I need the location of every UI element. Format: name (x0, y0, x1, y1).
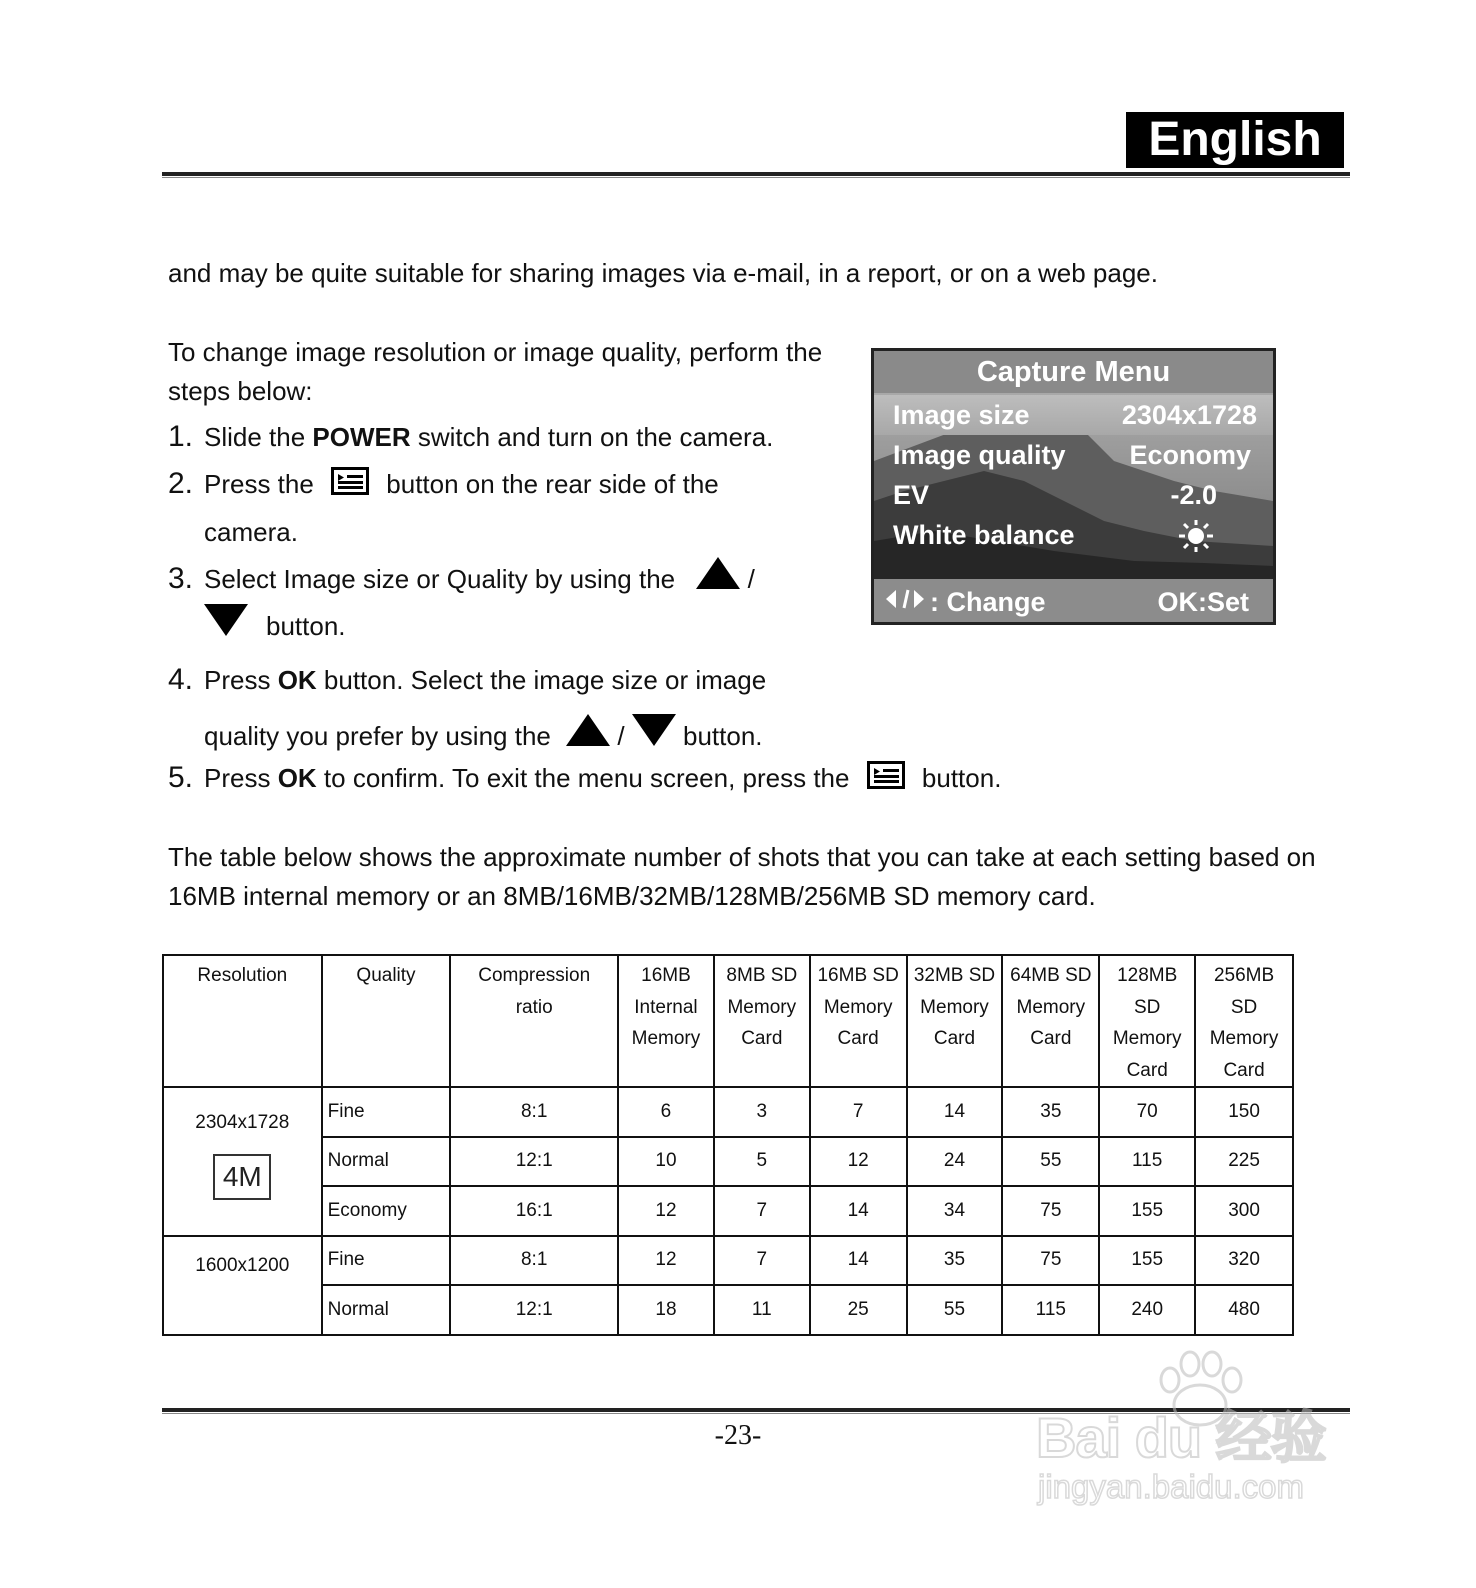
table-row: Economy 16:1 12 7 14 34 75 155 300 (163, 1186, 1293, 1236)
table-row: 1600x1200 Fine 8:1 12 7 14 35 75 155 320 (163, 1236, 1293, 1286)
step-1: 1. Slide the POWER switch and turn on the camera. (168, 420, 774, 453)
up-arrow-icon (566, 714, 610, 746)
table-row: Normal 12:1 18 11 25 55 115 240 480 (163, 1285, 1293, 1335)
capture-menu-title: Capture Menu (874, 351, 1273, 393)
capture-menu-screenshot (871, 348, 1276, 625)
left-right-arrows-icon (884, 578, 930, 624)
baidu-watermark: Bai du 经验 jingyan.baidu.com (1030, 1350, 1370, 1510)
step-4: 4. Press OK button. Select the image size or image (168, 663, 767, 696)
header-quality: Quality (322, 955, 451, 1087)
table-row: Normal 12:1 10 5 12 24 55 115 225 (163, 1137, 1293, 1187)
header-sd-16mb: 16MB SD Memory Card (810, 955, 907, 1087)
down-arrow-icon (632, 714, 676, 746)
header-rule-thin (162, 177, 1350, 178)
menu-row-ev[interactable]: EV -2.0 (893, 480, 1217, 510)
header-sd-8mb: 8MB SD Memory Card (714, 955, 810, 1087)
header-rule (162, 172, 1350, 176)
step-2-cont: camera. (204, 517, 298, 547)
menu-button-icon (867, 760, 905, 788)
up-arrow-icon (696, 557, 740, 589)
header-sd-256mb: 256MB SD Memory Card (1195, 955, 1293, 1087)
step-5: 5. Press OK to confirm. To exit the menu screen, press the button. (168, 761, 1002, 794)
header-resolution: Resolution (163, 955, 322, 1087)
resolution-cell: 1600x1200 (163, 1236, 322, 1335)
step-3: 3. Select Image size or Quality by using the / (168, 559, 755, 599)
step-2: 2. Press the button on the rear side of the (168, 467, 719, 500)
menu-row-image-size[interactable]: Image size 2304x1728 (874, 395, 1273, 435)
capture-menu-footer: : Change OK:Set (874, 579, 1273, 625)
header-sd-32mb: 32MB SD Memory Card (907, 955, 1003, 1087)
steps-lead: To change image resolution or image quality, perform the steps below: (168, 337, 823, 406)
page-number: -23- (714, 1420, 762, 1451)
menu-button-icon (331, 466, 369, 494)
step-4-cont: quality you prefer by using the / button. (168, 716, 763, 756)
table-header-row (163, 955, 1293, 1087)
step-3-cont: button. (168, 606, 346, 646)
menu-row-white-balance[interactable]: White balance (874, 515, 1273, 555)
table-intro: The table below shows the approximate number of shots that you can take at each setting based on 16MB internal memory or an 8MB/16MB/32MB/128MB/256MB SD memory card. (168, 842, 1316, 911)
menu-row-image-quality[interactable]: Image quality Economy (893, 440, 1251, 470)
header-internal-16mb: 16MB Internal Memory (618, 955, 714, 1087)
language-badge: English (1126, 112, 1344, 168)
sun-icon (1177, 519, 1215, 564)
header-compression: Compression ratio (450, 955, 618, 1087)
intro-paragraph: and may be quite suitable for sharing images via e-mail, in a report, or on a web page. (168, 258, 1158, 288)
header-sd-128mb: 128MB SD Memory Card (1099, 955, 1195, 1087)
shots-table (162, 954, 1294, 1336)
resolution-cell: 2304x1728 4M (163, 1087, 322, 1236)
header-sd-64mb: 64MB SD Memory Card (1002, 955, 1099, 1087)
table-row: 2304x1728 4M Fine 8:1 6 3 7 14 35 70 150 (163, 1087, 1293, 1137)
down-arrow-icon (204, 604, 248, 636)
4m-badge-icon: 4M (213, 1154, 271, 1200)
